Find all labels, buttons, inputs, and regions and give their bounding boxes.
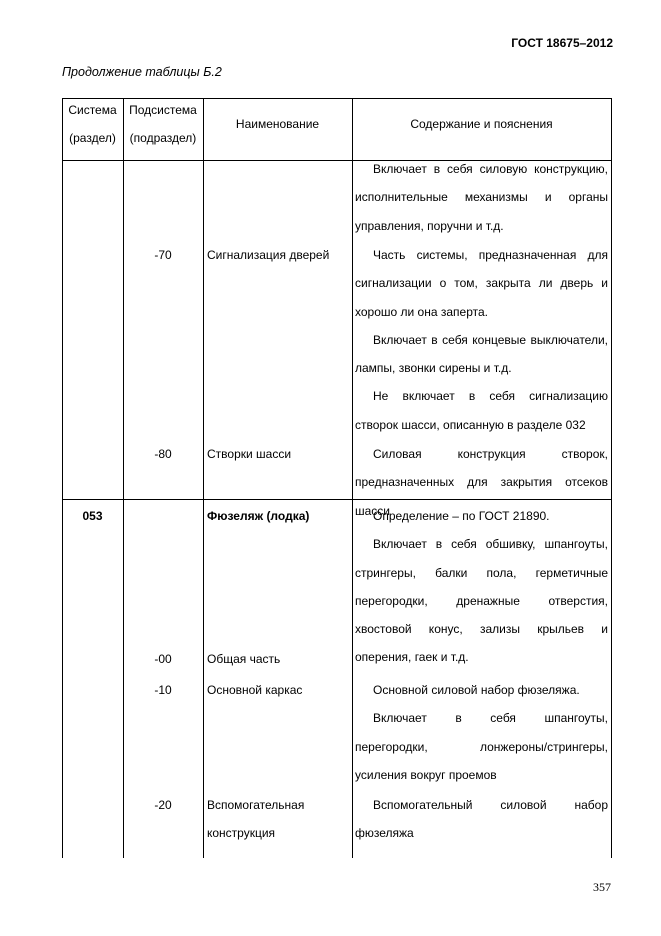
header-system-line: (раздел)	[69, 131, 116, 145]
content-paragraph: Основной силовой набор фюзеляжа.	[373, 683, 580, 697]
table-border-left	[62, 98, 63, 858]
header-name: Наименование	[235, 117, 320, 131]
header-content: Содержание и пояснения	[410, 117, 553, 131]
subsystem-code: -80	[154, 447, 172, 461]
header-subsystem-line: (подраздел)	[129, 131, 197, 145]
item-name	[207, 791, 304, 848]
content-cell	[355, 155, 608, 240]
document-code: ГОСТ 18675–2012	[511, 36, 613, 50]
subsystem-code: -70	[154, 248, 172, 262]
header-subsystem-line: Подсистема	[129, 103, 197, 117]
header-system	[62, 96, 123, 152]
item-name: Створки шасси	[207, 447, 292, 461]
subsystem-code: -10	[154, 683, 172, 697]
subsystem-code: -00	[154, 652, 172, 666]
content-paragraph: Включает в себя концевые выключатели, лампы, звонки сирены и т.д.	[355, 332, 608, 376]
content-paragraph: Часть системы, предназначенная для сигнализации о том, закрыта ли дверь и хорошо ли она заперта.	[355, 248, 608, 319]
item-name: Общая часть	[207, 652, 281, 666]
item-name: Фюзеляж (лодка)	[207, 509, 310, 523]
content-paragraph: Вспомогательный силовой набор фюзеляжа	[355, 798, 608, 841]
table-divider	[123, 98, 124, 858]
item-name: Основной каркас	[207, 683, 303, 697]
item-name-line: конструкция	[207, 826, 276, 841]
table-divider	[203, 98, 204, 858]
header-system-line: Система	[68, 103, 117, 117]
content-paragraph: Определение – по ГОСТ 21890.	[373, 509, 550, 523]
page-number: 357	[593, 880, 611, 894]
item-name: Сигнализация дверей	[207, 248, 330, 262]
content-paragraph: Силовая конструкция створок, предназначенных для закрытия отсеков шасси	[355, 447, 608, 518]
subsystem-code: -20	[154, 798, 172, 812]
item-name-line: Вспомогательная	[207, 798, 305, 812]
content-cell	[355, 676, 608, 789]
content-cell	[355, 241, 608, 439]
content-cell	[355, 791, 608, 848]
table-caption: Продолжение таблицы Б.2	[62, 65, 222, 79]
content-paragraph: Включает в себя силовую конструкцию, исполнительные механизмы и органы управления, поручни и т.д.	[355, 162, 608, 233]
content-paragraph: Включает в себя шпангоуты, перегородки, лонжероны/стрингеры, усиления вокруг проемов	[355, 711, 608, 782]
table-divider	[352, 98, 353, 858]
content-paragraph: Включает в себя обшивку, шпангоуты, стрингеры, балки пола, герметичные перегородки, дренажные отверстия, хвостовой конус, зализы крыльев и оперения, гаек и т.д.	[355, 537, 608, 665]
content-paragraph: Не включает в себя сигнализацию створок шасси, описанную в разделе 032	[355, 389, 608, 432]
header-subsystem	[123, 96, 203, 152]
system-code: 053	[82, 509, 103, 523]
table-border-right	[611, 98, 612, 858]
content-cell	[355, 502, 608, 672]
